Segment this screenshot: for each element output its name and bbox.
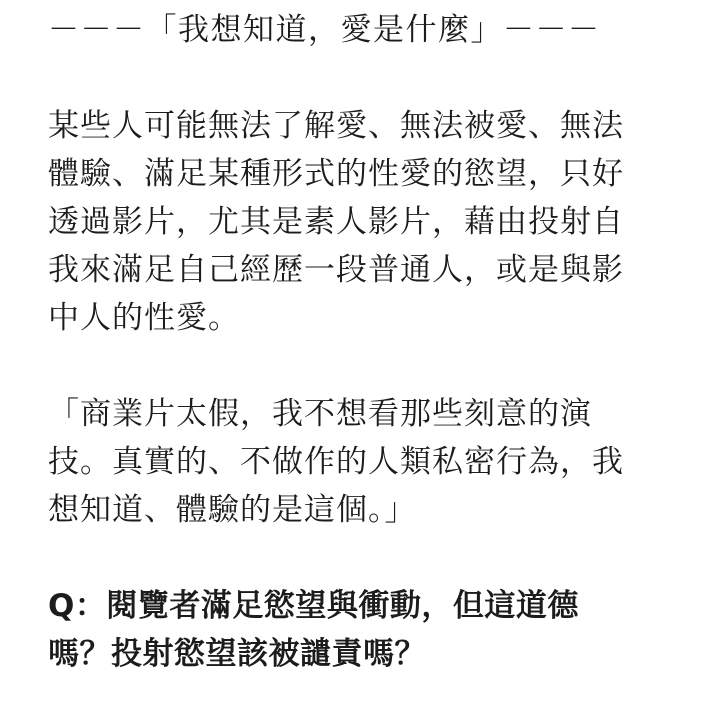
question-line: 嗎？投射慾望該被譴責嗎？ bbox=[48, 636, 426, 672]
paragraph-line: 某些人可能無法了解愛、無法被愛、無法 bbox=[48, 108, 624, 144]
paragraph-line: 體驗、滿足某種形式的性愛的慾望，只好 bbox=[48, 156, 624, 192]
paragraph bbox=[48, 102, 678, 342]
quote-line: 「商業片太假，我不想看那些刻意的演 bbox=[48, 396, 592, 432]
section-heading: －－－「我想知道，愛是什麼」－－－ bbox=[48, 12, 601, 48]
paragraph-line: 中人的性愛。 bbox=[48, 300, 240, 336]
quote-line: 想知道、體驗的是這個。」 bbox=[48, 492, 417, 528]
blank-line bbox=[48, 534, 678, 582]
paragraph-line: 我來滿足自己經歷一段普通人，或是與影 bbox=[48, 252, 624, 288]
blank-line bbox=[48, 342, 678, 390]
question-line: Q：閱覽者滿足慾望與衝動，但這道德 bbox=[48, 588, 579, 624]
quote-line: 技。真實的、不做作的人類私密行為，我 bbox=[48, 444, 624, 480]
article-body bbox=[48, 6, 678, 678]
quote-paragraph bbox=[48, 390, 678, 534]
blank-line bbox=[48, 54, 678, 102]
question-paragraph bbox=[48, 582, 678, 678]
paragraph-line: 透過影片，尤其是素人影片，藉由投射自 bbox=[48, 204, 624, 240]
